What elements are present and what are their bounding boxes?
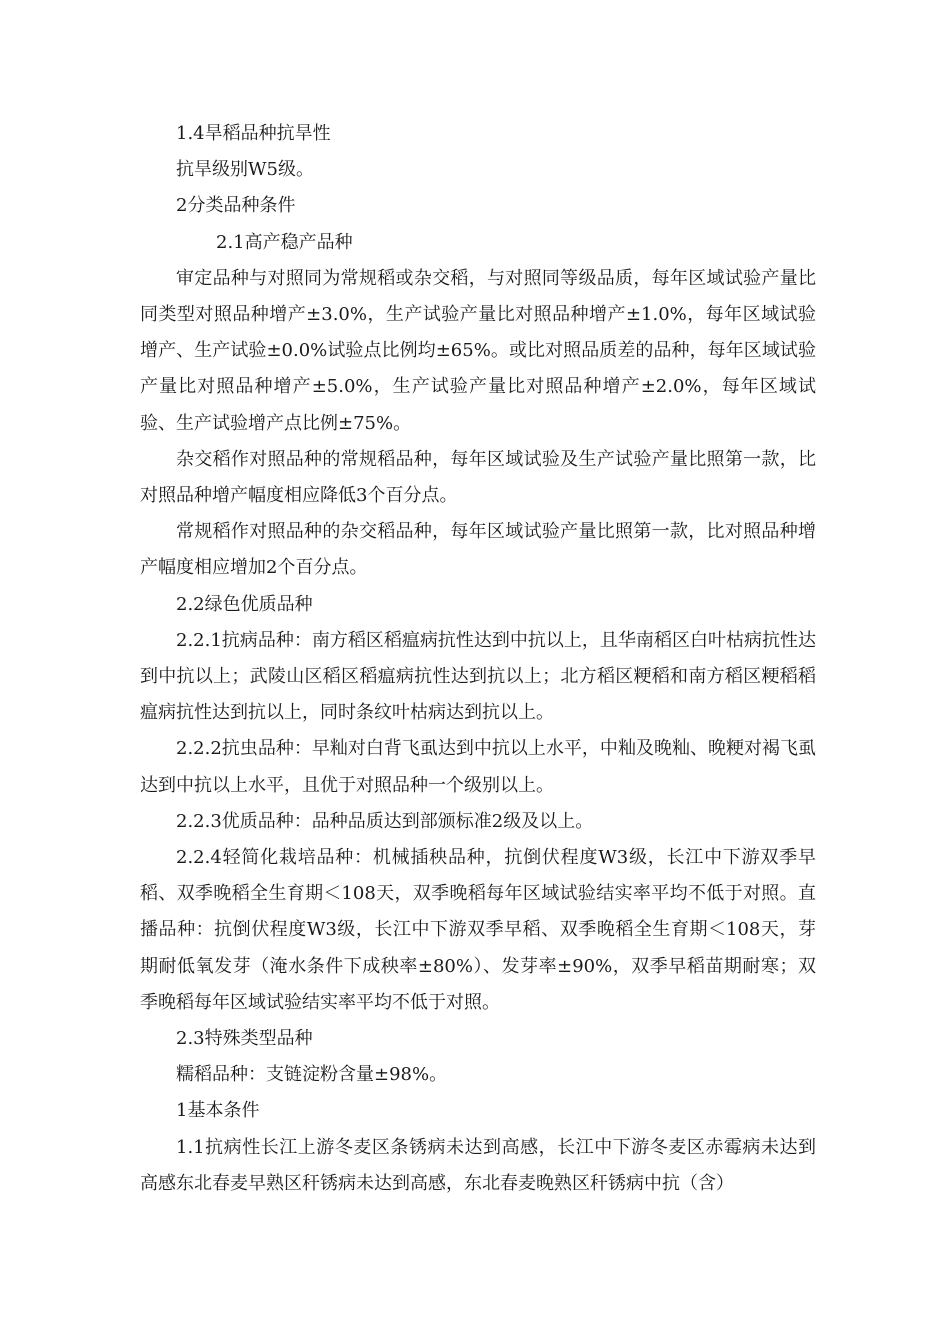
heading-2-2: 2.2绿色优质品种 [176, 593, 313, 615]
paragraph-high-yield: 审定品种与对照同为常规稻或杂交稻，与对照同等级品质，每年区域试验产量比同类型对照品种增产±3.0%，生产试验产量比对照品种增产±1.0%，每年区域试验增产、生产试验±0.0%试验点比例均±65%。或比对照品质差的品种，每年区域试验产量比对照品种增产±5.0%，生产试验产量比对照品种增产±2.0%，每年区域试验、生产试验增产点比例±75%。 [140, 267, 816, 434]
paragraph-hybrid-control: 杂交稻作对照品种的常规稻品种，每年区域试验及生产试验产量比照第一款，比对照品种增产幅度相应降低3个百分点。 [140, 448, 816, 507]
paragraph-insect-resistance: 2.2.2抗虫品种：早籼对白背飞虱达到中抗以上水平，中籼及晚籼、晚粳对褐飞虱达到中抗以上水平，且优于对照品种一个级别以上。 [140, 738, 816, 796]
paragraph-drought-level: 抗旱级别W5级。 [176, 159, 314, 181]
heading-1: 1基本条件 [176, 1100, 260, 1122]
document-page [140, 116, 816, 1202]
paragraph-disease-resistance: 2.2.1抗病品种：南方稻区稻瘟病抗性达到中抗以上，且华南稻区白叶枯病抗性达到中抗以上；武陵山区稻区稻瘟病抗性达到抗以上；北方稻区粳稻和南方稻区粳稻稻瘟病抗性达到抗以上，同时条纹叶枯病达到抗以上。 [140, 629, 816, 724]
heading-2-1: 2.1高产稳产品种 [216, 231, 353, 253]
heading-1-4: 1.4旱稻品种抗旱性 [176, 123, 331, 144]
paragraph-simplified-cultivation: 2.2.4轻简化栽培品种：机械插秧品种，抗倒伏程度W3级，长江中下游双季早稻、双季晚稻全生育期＜108天，双季晚稻每年区域试验结实率平均不低于对照。直播品种：抗倒伏程度W3级，长江中下游双季早稻、双季晚稻全生育期＜108天，芽期耐低氧发芽（淹水条件下成秧率±80%）、发芽率±90%，双季早稻苗期耐寒；双季晚稻每年区域试验结实率平均不低于对照。 [140, 847, 816, 1013]
paragraph-conventional-control: 常规稻作对照品种的杂交稻品种，每年区域试验产量比照第一款，比对照品种增产幅度相应增加2个百分点。 [140, 521, 816, 579]
paragraph-quality: 2.2.3优质品种：品种品质达到部颁标准2级及以上。 [176, 810, 594, 832]
heading-2: 2分类品种条件 [176, 195, 296, 217]
paragraph-disease-wheat: 1.1抗病性长江上游冬麦区条锈病未达到高感，长江中下游冬麦区赤霉病未达到高感东北春麦早熟区秆锈病未达到高感，东北春麦晚熟区秆锈病中抗（含） [140, 1136, 816, 1194]
heading-2-3: 2.3特殊类型品种 [176, 1028, 313, 1050]
paragraph-glutinous: 糯稻品种：支链淀粉含量±98%。 [176, 1064, 448, 1086]
